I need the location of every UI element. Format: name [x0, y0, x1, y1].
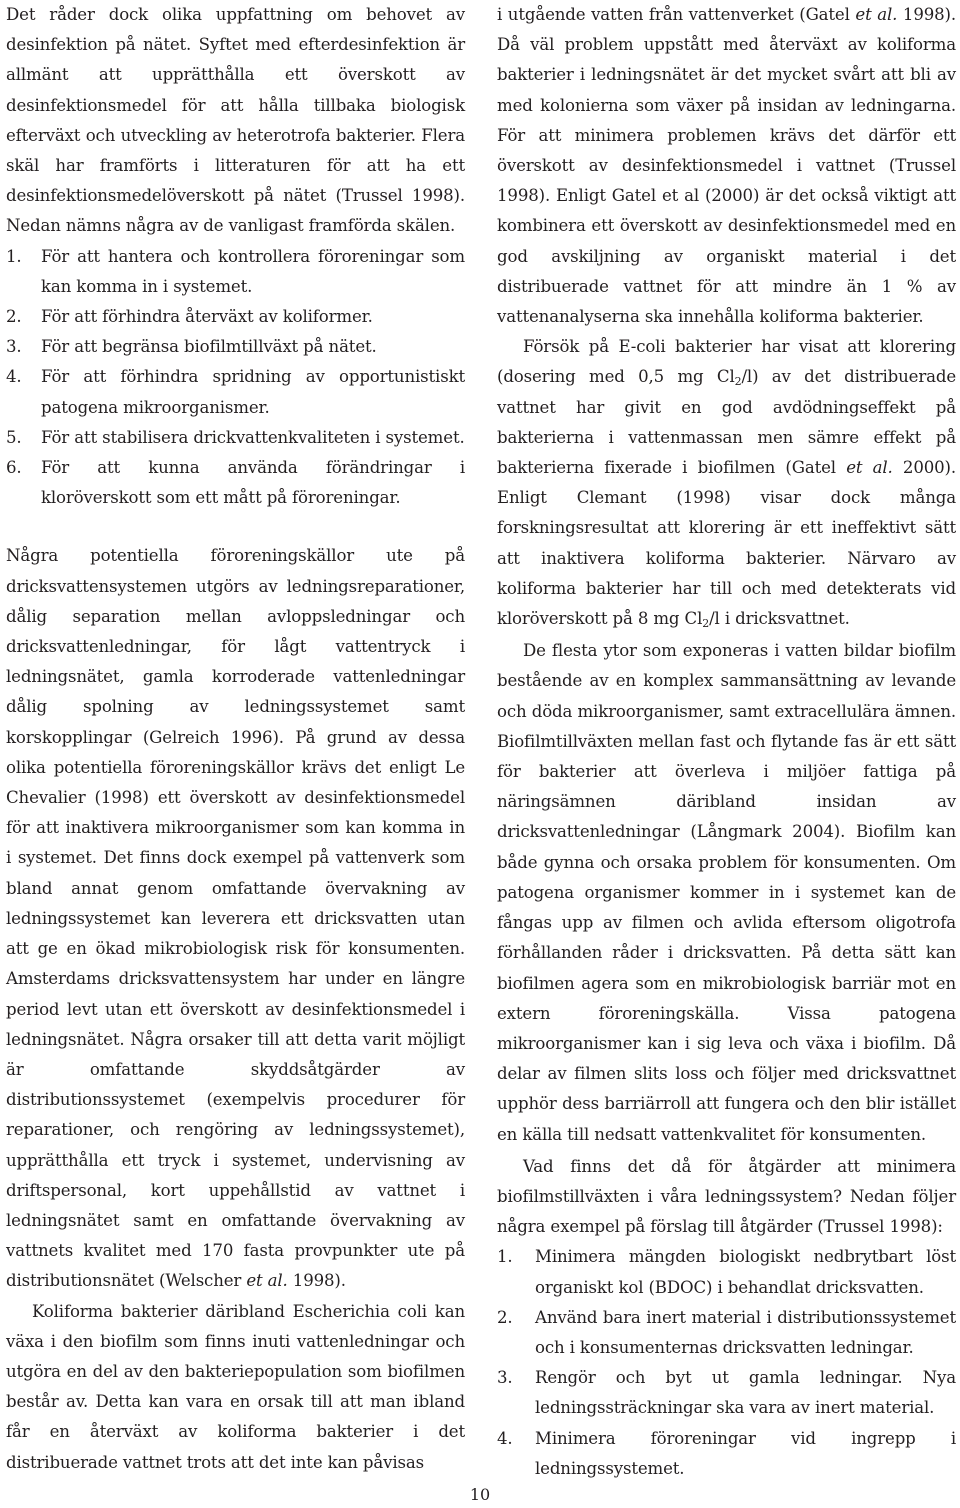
paragraph-text: Några potentiella föroreningskällor ute på dricksvattensystemen utgörs av ledningsreparationer, dålig separation mellan avloppsledningar och dricksvattenledningar, för lågt vattentryck i ledningsnätet, gamla korroderade vattenledningar dålig spolning av ledningssystemet samt korskopplingar (Gelreich 1996). På grund av dessa olika potentiella föroreningskällor krävs det enligt Le Chevalier (1998) ett överskott av desinfektionsmedel för att inaktivera mikroorganismer som kan komma in i systemet. Det finns dock exempel på vattenverk som bland annat genom omfattande övervakning av ledningssystemet kan leverera ett dricksvatten utan att ge en ökad mikrobiologisk risk för konsumenten. Amsterdams dricksvattensystem har under en längre period levt utan ett överskott av desinfektionsmedel i ledningsnätet. Några orsaker till att detta varit möjligt är omfattande skyddsåtgärder av distributionssystemet (exempelvis procedurer för reparationer, och rengöring av ledningssystemet), upprätthålla ett tryck i systemet, undervisning av driftspersonal, kort uppehållstid av vattnet i ledningsnätet samt en omfattande övervakning av vattnets kvalitet med 170 fasta provpunkter ute på distributionsnätet (Welscher	[6, 546, 465, 1291]
et-al-italic: et al.	[846, 458, 893, 478]
subscript: 2	[702, 617, 710, 631]
et-al-italic: et al.	[246, 1271, 288, 1291]
list-item	[497, 1242, 956, 1302]
list-item	[6, 362, 465, 422]
paragraph-text: /l i dricksvattnet.	[709, 609, 850, 629]
right-column	[497, 0, 956, 1484]
biofilm-paragraph: De flesta ytor som exponeras i vatten bildar biofilm bestående av en komplex sammansättning av levande och döda mikroorganismer, samt extracellulära ämnen. Biofilmtillväxten mellan fast och flytande fas är ett sätt för bakterier att överleva i miljöer fattiga på näringsämnen däribland insidan av dricksvattenledningar (Långmark 2004). Biofilm kan både gynna och orsaka problem för konsumenten. Om patogena organismer kommer in i systemet kan de fångas upp av filmen och avlida eftersom oligotrofa förhållanden råder i dricksvatten. På detta sätt kan biofilmen agera som en mikrobiologisk barriär mot en extern föroreningskälla. Vissa patogena mikroorganismer kan i sig leva och växa i biofilm. Då delar av filmen slits loss och följer med dricksvattnet upphör dess barriärroll att fungera och den blir istället en källa till nedsatt vattenkvalitet för konsumenten.	[497, 641, 956, 1144]
list-text: Rengör och byt ut gamla ledningar. Nya ledningssträckningar ska vara av inert material.	[535, 1368, 956, 1418]
et-al-italic: et al.	[855, 5, 898, 24]
list-text: För att hantera och kontrollera föroreningar som kan komma in i systemet.	[41, 246, 465, 296]
list-text: För att förhindra återväxt av koliformer.	[41, 307, 373, 327]
measures-intro-paragraph: Vad finns det då för åtgärder att minimera biofilmstillväxten i våra ledningssystem? Nedan följer några exempel på förslag till åtgärder (Trussel 1998):	[497, 1156, 956, 1237]
list-item	[497, 1424, 956, 1484]
list-text: För att kunna använda förändringar i kloröverskott som ett mått på föroreningar.	[41, 458, 465, 508]
intro-paragraph: Det råder dock olika uppfattning om behovet av desinfektion på nätet. Syftet med efterdesinfektion är allmänt att upprätthålla ett överskott av desinfektionsmedel för att hålla tillbaka biologisk efterväxt och utveckling av heterotrofa bakterier. Flera skäl har framförts i litteraturen för att ha ett desinfektionsmedelöverskott på nätet (Trussel 1998). Nedan nämns några av de vanligast framförda skälen.	[6, 5, 465, 236]
list-item	[497, 1303, 956, 1363]
list-number: 3.	[497, 1368, 513, 1388]
coliform-paragraph: Koliforma bakterier däribland Escherichia coli kan växa i den biofilm som finns inuti vattenledningar och utgöra en del av den bakteriepopulation som biofilmen består av. Detta kan vara en orsak till att man ibland får en återväxt av koliforma bakterier i det distribuerade vattnet trots att det inte kan påvisas	[6, 1301, 465, 1472]
list-number: 6.	[6, 458, 22, 478]
subscript: 2	[734, 375, 742, 389]
pollution-sources-paragraph	[6, 541, 465, 1296]
left-column	[6, 0, 465, 1478]
list-item	[6, 302, 465, 332]
continuation-paragraph	[497, 0, 956, 332]
list-text: För att förhindra spridning av opportunistiskt patogena mikroorganismer.	[41, 367, 465, 417]
list-number: 3.	[6, 337, 22, 357]
list-item	[6, 332, 465, 362]
list-item	[6, 423, 465, 453]
list-text: För att stabilisera drickvattenkvaliteten i systemet.	[41, 427, 465, 447]
list-number: 4.	[6, 367, 22, 387]
paragraph-text: i utgående vatten från vattenverket (Gatel	[497, 5, 856, 24]
list-number: 2.	[497, 1307, 513, 1327]
list-number: 5.	[6, 427, 22, 447]
list-item	[497, 1363, 956, 1423]
reasons-list	[6, 242, 465, 514]
list-text: Minimera mängden biologiskt nedbrytbart löst organiskt kol (BDOC) i behandlat dricksvatten.	[535, 1247, 956, 1297]
paragraph-text: 2000). Enligt Clemant (1998) visar dock många forskningsresultat att klorering är ett ineffektivt sätt att inaktivera koliforma bakterier. Närvaro av koliforma bakterier har till och med detekterats vid kloröverskott på 8 mg Cl	[497, 458, 957, 629]
list-item	[6, 242, 465, 302]
list-text: För att begränsa biofilmtillväxt på nätet.	[41, 337, 377, 357]
list-text: Minimera föroreningar vid ingrepp i ledningssystemet.	[535, 1428, 956, 1478]
list-number: 1.	[6, 246, 22, 266]
list-number: 1.	[497, 1247, 513, 1267]
list-text: Använd bara inert material i distributionssystemet och i konsumenternas dricksvatten ledningar.	[535, 1307, 956, 1357]
page-number: 10	[469, 1485, 491, 1504]
list-item	[6, 453, 465, 513]
paragraph-text: /l) av det distribuerade vattnet har givit en god avdödningseffekt på bakterierna i vattenmassan men sämre effekt på bakterierna fixerade i biofilmen (Gatel	[497, 367, 956, 478]
list-number: 4.	[497, 1428, 513, 1448]
paragraph-text: 1998). Då väl problem uppstått med återväxt av koliforma bakterier i ledningsnätet är det mycket svårt att bli av med kolonierna som växer på insidan av ledningarna. För att minimera problemen krävs det därför ett överskott av desinfektionsmedel i vattnet (Trussel 1998). Enligt Gatel et al (2000) är det också viktigt att kombinera ett överskott av desinfektionsmedel med en god avskiljning av organiskt material i det distribuerade vattnet för att mindre än 1 % av vattenanalyserna ska innehålla koliforma bakterier.	[497, 5, 957, 327]
paragraph-text: 1998).	[287, 1271, 346, 1291]
measures-list	[497, 1242, 956, 1484]
paragraph-text: Försök på E-coli bakterier har visat att klorering (dosering med 0,5 mg Cl	[497, 337, 956, 387]
ecoli-paragraph	[497, 332, 956, 634]
list-number: 2.	[6, 307, 22, 327]
